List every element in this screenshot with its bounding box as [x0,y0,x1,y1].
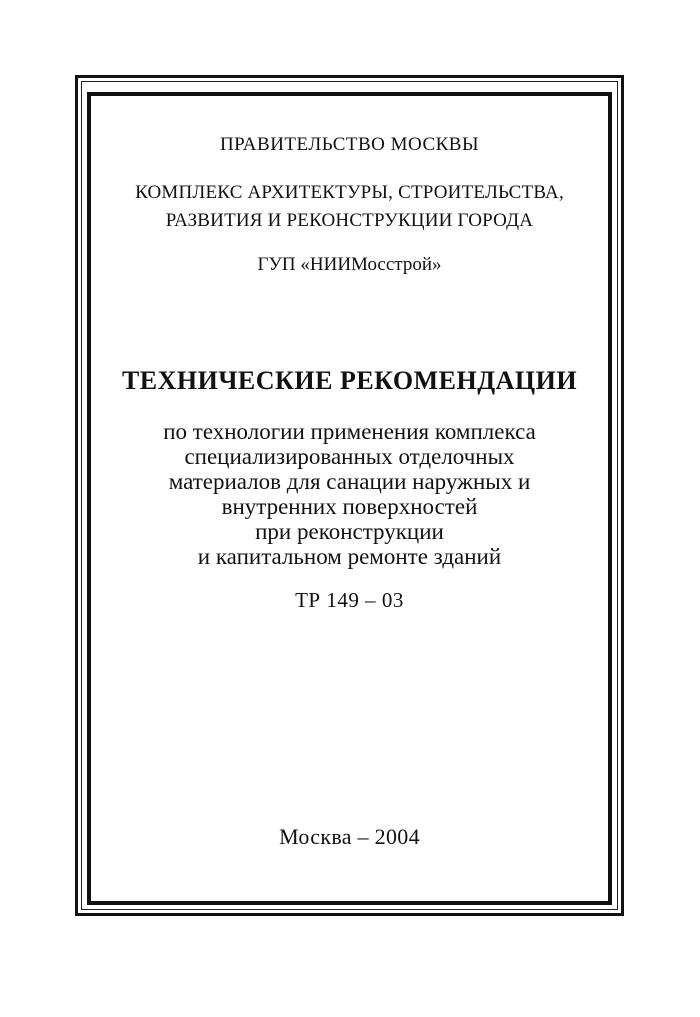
complex-heading [91,179,608,235]
description-line: при реконструкции [255,519,444,544]
description-line: по технологии применения комплекса [163,419,536,444]
description-line: материалов для санации наружных и [168,469,531,494]
complex-heading-line-1: КОМПЛЕКС АРХИТЕКТУРЫ, СТРОИТЕЛЬСТВА, [135,182,564,203]
document-title: ТЕХНИЧЕСКИЕ РЕКОМЕНДАЦИИ [121,366,578,395]
description-line: специализированных отделочных [184,444,515,469]
description-line: внутренних поверхностей [221,494,478,519]
description-line: и капитальном ремонте зданий [197,544,502,569]
complex-heading-line-2: РАЗВИТИЯ И РЕКОНСТРУКЦИИ ГОРОДА [165,210,534,231]
government-heading: ПРАВИТЕЛЬСТВО МОСКВЫ [219,134,480,155]
organization-name: ГУП «НИИМосстрой» [257,254,442,275]
document-code: ТР 149 – 03 [295,588,404,612]
title-page [91,96,608,901]
city-year: Москва – 2004 [279,824,420,849]
document-description [91,419,608,569]
